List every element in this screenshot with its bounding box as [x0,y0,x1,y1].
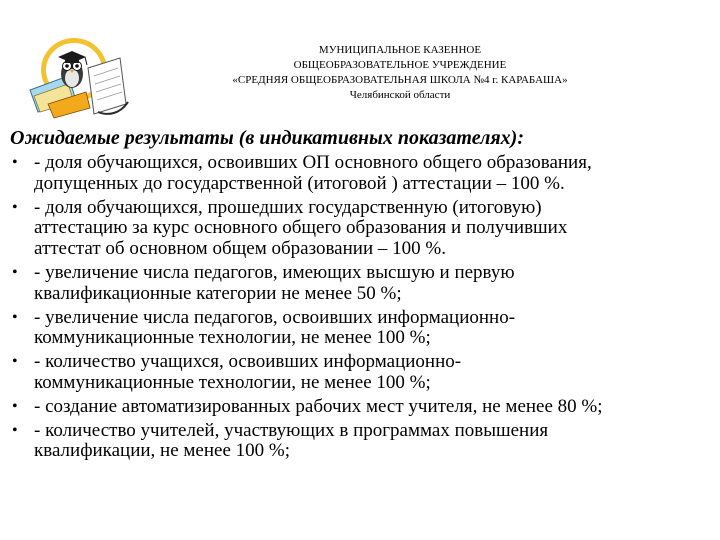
header-line-institution: ОБЩЕОБРАЗОВАТЕЛЬНОЕ УЧРЕЖДЕНИЕ [293,59,507,71]
list-item-line: аттестацию за курс основного общего образования и получивших [34,217,568,239]
list-item-line: - увеличение числа педагогов, освоивших информационно- [34,306,516,328]
list-item [10,198,715,260]
results-heading: Ожидаемые результаты (в индикативных показателях): [10,127,524,149]
list-item-line: - количество учителей, участвующих в программах повышения [34,419,549,441]
list-item [10,153,715,195]
list-item-line: - количество учащихся, освоивших информационно- [34,351,462,373]
school-header [150,43,650,103]
list-item-line: допущенных до государственной (итоговой ) аттестации – 100 %. [34,172,565,194]
list-item [10,421,715,463]
bullet-icon: • [12,353,18,371]
header-line-org-type: МУНИЦИПАЛЬНОЕ КАЗЕННОЕ [318,44,482,56]
bullet-icon: • [12,308,18,326]
bullet-icon: • [12,198,18,216]
list-item-line: коммуникационные технологии, не менее 100 %; [34,371,431,393]
list-item [10,308,715,350]
bullet-icon: • [12,421,18,439]
list-item [10,263,715,305]
header-line-school-name: «СРЕДНЯЯ ОБЩЕОБРАЗОВАТЕЛЬНАЯ ШКОЛА №4 г. КАРАБАША» [232,74,568,86]
slide-content [10,127,715,462]
bullet-icon: • [12,263,18,281]
list-item-line: коммуникационные технологии, не менее 100 %; [34,327,431,349]
list-item-line: - создание автоматизированных рабочих мест учителя, не менее 80 %; [34,395,603,417]
results-list [10,153,715,462]
list-item-line: аттестат об основном общем образовании – 100 %. [34,238,446,260]
list-item-line: - доля обучающихся, освоивших ОП основного общего образования, [34,152,592,173]
header-line-region: Челябинской области [349,89,451,101]
bullet-icon: • [12,154,18,171]
list-item-line: - доля обучающихся, прошедших государственную (итоговую) [34,196,542,218]
list-item-line: - увеличение числа педагогов, имеющих высшую и первую [34,261,515,283]
bullet-icon: • [12,397,18,415]
list-item [10,352,715,394]
list-item-line: квалификации, не менее 100 %; [34,440,291,462]
list-item [10,397,715,418]
school-owl-logo-icon [28,30,132,122]
list-item-line: квалификационные категории не менее 50 %; [34,282,402,304]
